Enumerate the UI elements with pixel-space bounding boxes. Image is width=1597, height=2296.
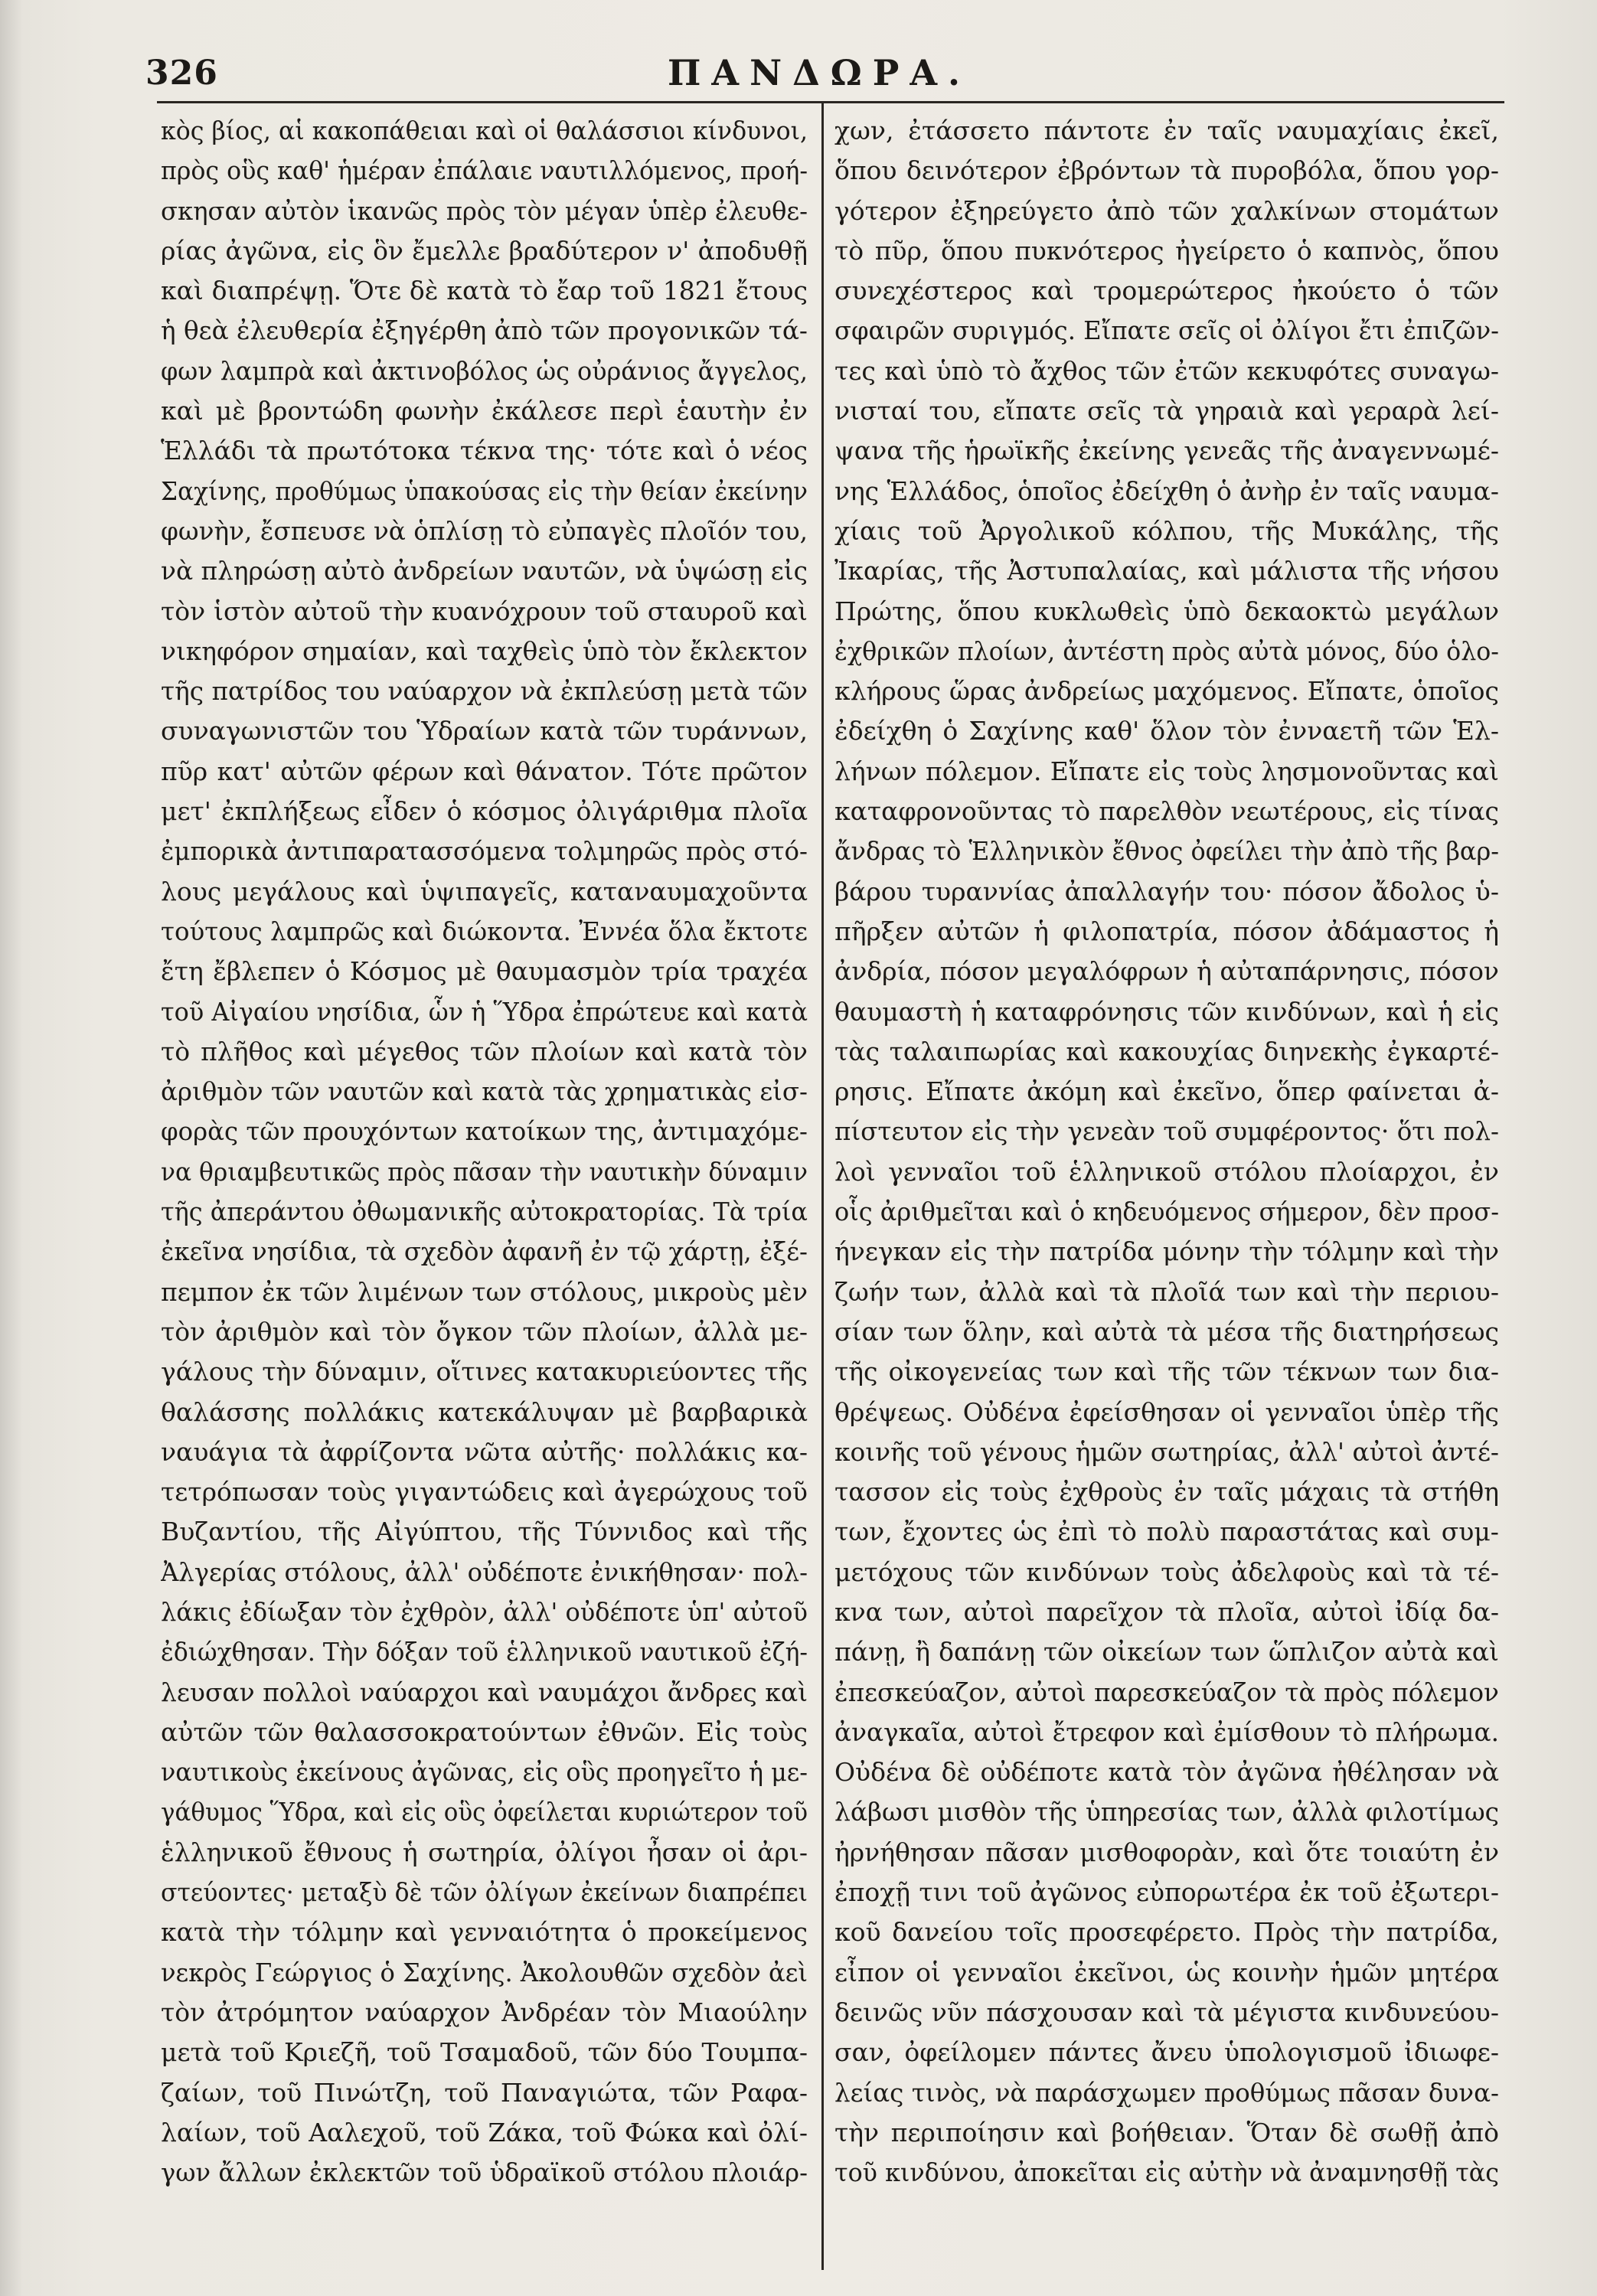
- line-text: καὶ μὲ βροντώδη φωνὴν ἐκάλεσε περὶ ἑαυτὴν ἐν: [161, 396, 808, 426]
- line-text: τούτους λαμπρῶς καὶ διώκοντα. Ἐννέα ὅλα ἔκτοτε: [161, 916, 808, 946]
- line-text: Πρώτης, ὅπου κυκλωθεὶς ὑπὸ δεκαοκτὼ μεγάλων: [834, 596, 1499, 626]
- text-line: [834, 831, 1499, 871]
- line-text: μετὰ τοῦ Κριεζῆ, τοῦ Τσαμαδοῦ, τῶν δύο Τουμπα-: [161, 2037, 808, 2068]
- line-text: τοῦ Αἰγαίου νησίδια, ὧν ἡ Ὕδρα ἐπρώτευε καὶ κατὰ: [161, 996, 808, 1027]
- line-text: νης Ἑλλάδος, ὁποῖος ἐδείχθη ὁ ἀνὴρ ἐν ταῖς ναυμα-: [834, 475, 1499, 506]
- line-text: κοινῆς τοῦ γένους ἡμῶν σωτηρίας, ἀλλ' αὐτοὶ ἀντέ-: [834, 1436, 1499, 1467]
- text-line: [834, 711, 1499, 751]
- line-text: ψανα τῆς ἡρωϊκῆς ἐκείνης γενεᾶς τῆς ἀναγεννωμέ-: [834, 436, 1499, 466]
- text-line: [161, 111, 808, 151]
- text-line: [834, 1993, 1499, 2033]
- line-text: τὸν ἱστὸν αὐτοῦ τὴν κυανόχρουν τοῦ σταυροῦ καὶ: [161, 596, 808, 626]
- line-text: κνα των, αὐτοὶ παρεῖχον τὰ πλοῖα, αὐτοὶ ἰδίᾳ δα-: [834, 1596, 1499, 1627]
- line-text: τες καὶ ὑπὸ τὸ ἄχθος τῶν ἐτῶν κεκυφότες συναγω-: [834, 355, 1499, 386]
- line-text: κοῦ δανείου τοῖς προσεφέρετο. Πρὸς τὴν πατρίδα,: [834, 1917, 1499, 1948]
- text-line: [834, 1393, 1499, 1432]
- line-text: ἀνδρία, πόσον μεγαλόφρων ἡ αὐταπάρνησις, πόσον: [834, 956, 1499, 987]
- text-line: [834, 551, 1499, 591]
- text-line: [834, 1072, 1499, 1112]
- line-text: τὸν ἀριθμὸν καὶ τὸν ὄγκον τῶν πλοίων, ἀλλὰ με-: [161, 1316, 808, 1347]
- text-line: [834, 1592, 1499, 1632]
- line-text: κὸς βίος, αἱ κακοπάθειαι καὶ οἱ θαλάσσιοι κίνδυνοι,: [161, 116, 808, 145]
- line-text: πρὸς οὓς καθ' ἡμέραν ἐπάλαιε ναυτιλλόμενος, προή-: [161, 155, 808, 186]
- line-text: ζωήν των, ἀλλὰ καὶ τὰ πλοῖά των καὶ τὴν περιου-: [834, 1276, 1499, 1307]
- text-line: [161, 752, 808, 792]
- line-text: Ἰκαρίας, τῆς Ἀστυπαλαίας, καὶ μάλιστα τῆς νήσου: [834, 556, 1499, 586]
- line-text: πῆρξεν αὐτῶν ἡ φιλοπατρία, πόσον ἀδάμαστος ἡ: [834, 916, 1499, 946]
- line-text: ζαίων, τοῦ Πινώτζη, τοῦ Παναγιώτα, τῶν Ραφα-: [161, 2077, 808, 2108]
- line-text: λευσαν πολλοὶ ναύαρχοι καὶ ναυμάχοι ἄνδρες καὶ: [161, 1677, 808, 1707]
- column-divider: [821, 103, 824, 2270]
- line-text: νισταί του, εἴπατε σεῖς τὰ γηραιὰ καὶ γεραρὰ λεί-: [834, 396, 1499, 426]
- line-text: ἀναγκαῖα, αὐτοὶ ἔτρεφον καὶ ἐμίσθουν τὸ πλήρωμα.: [834, 1716, 1499, 1747]
- text-line: [161, 1512, 808, 1552]
- text-line: [161, 831, 808, 871]
- text-line: [161, 511, 808, 551]
- text-line: [834, 1352, 1499, 1392]
- text-line: [161, 1232, 808, 1272]
- text-line: [834, 592, 1499, 632]
- line-text: τῆς ἀπεράντου ὀθωμανικῆς αὐτοκρατορίας. Τὰ τρία: [161, 1197, 808, 1227]
- line-text: Ἀλγερίας στόλους, ἀλλ' οὐδέποτε ἐνικήθησαν· πολ-: [161, 1556, 808, 1587]
- line-text: γάθυμος Ὕδρα, καὶ εἰς οὓς ὀφείλεται κυριώτερον τοῦ: [161, 1797, 808, 1827]
- line-text: ἡ θεὰ ἐλευθερία ἐξηγέρθη ἀπὸ τῶν προγονικῶν τά-: [161, 315, 808, 346]
- line-text: ἄνδρας τὸ Ἑλληνικὸν ἔθνος ὀφείλει τὴν ἀπὸ τῆς βαρ-: [834, 836, 1499, 867]
- right-column: [834, 111, 1499, 2193]
- text-line: [161, 2073, 808, 2113]
- line-text: ἔτη ἔβλεπεν ὁ Κόσμος μὲ θαυμασμὸν τρία τραχέα: [161, 956, 808, 987]
- text-line: [161, 1352, 808, 1392]
- line-text: γων ἄλλων ἐκλεκτῶν τοῦ ὑδραϊκοῦ στόλου πλοιάρ-: [161, 2157, 808, 2188]
- line-text: φορὰς τῶν προυχόντων κατοίκων της, ἀντιμαχόμε-: [161, 1116, 808, 1147]
- line-text: συνεχέστερος καὶ τρομερώτερος ἠκούετο ὁ τῶν: [834, 276, 1499, 306]
- text-line: [834, 1873, 1499, 1912]
- text-line: [161, 872, 808, 912]
- line-text: Σαχίνης, προθύμως ὑπακούσας εἰς τὴν θείαν ἐκείνην: [161, 475, 808, 506]
- line-text: λάκις ἐδίωξαν τὸν ἐχθρὸν, ἀλλ' οὐδέποτε ὑπ' αὐτοῦ: [161, 1596, 808, 1627]
- text-line: [161, 1272, 808, 1312]
- page-header: [145, 47, 1508, 101]
- line-text: βάρου τυραννίας ἀπαλλαγήν του· πόσον ἄδολος ὑ-: [834, 876, 1499, 906]
- text-line: [834, 1553, 1499, 1592]
- line-text: λαίων, τοῦ Ααλεχοῦ, τοῦ Ζάκα, τοῦ Φώκα καὶ ὀλί-: [161, 2117, 808, 2147]
- text-line: [161, 1432, 808, 1472]
- line-text: σίαν των ὅλην, καὶ αὐτὰ τὰ μέσα τῆς διατηρήσεως: [834, 1316, 1499, 1347]
- line-text: Ἑλλάδι τὰ πρωτότοκα τέκνα της· τότε καὶ ὁ νέος: [161, 436, 808, 466]
- line-text: καὶ διαπρέψῃ. Ὅτε δὲ κατὰ τὸ ἔαρ τοῦ 1821 ἔτους: [161, 276, 808, 306]
- line-text: λείας τινὸς, νὰ παράσχωμεν προθύμως πᾶσαν δυνα-: [834, 2077, 1499, 2108]
- line-text: τοῦ κινδύνου, ἀποκεῖται εἰς αὐτὴν νὰ ἀναμνησθῇ τὰς: [834, 2157, 1499, 2188]
- line-text: ρίας ἀγῶνα, εἰς ὃν ἔμελλε βραδύτερον ν' ἀποδυθῇ: [161, 235, 808, 266]
- line-text: πίστευτον εἰς τὴν γενεὰν τοῦ συμφέροντος· ὅτι πολ-: [834, 1116, 1499, 1147]
- text-line: [834, 1192, 1499, 1232]
- text-line: [834, 1792, 1499, 1832]
- line-text: γότερον ἐξηρεύγετο ἀπὸ τῶν χαλκίνων στομάτων: [834, 195, 1499, 226]
- line-text: στεύοντες· μεταξὺ δὲ τῶν ὀλίγων ἐκείνων διαπρέπει: [161, 1877, 808, 1908]
- text-line: [161, 1993, 808, 2033]
- text-line: [161, 1592, 808, 1632]
- text-line: [834, 1512, 1499, 1552]
- text-line: [834, 1713, 1499, 1752]
- left-column: [161, 111, 808, 2193]
- line-text: θρέψεως. Οὐδένα ἐφείσθησαν οἱ γενναῖοι ὑπὲρ τῆς: [834, 1396, 1499, 1427]
- line-text: τὸν ἀτρόμητον ναύαρχον Ἀνδρέαν τὸν Μιαούλην: [161, 1997, 808, 2027]
- header-rule: [157, 101, 1504, 103]
- text-line: [161, 1792, 808, 1832]
- text-line: [834, 231, 1499, 271]
- line-text: σαν, ὀφείλομεν πάντες ἄνευ ὑπολογισμοῦ ἰδιωφε-: [834, 2037, 1499, 2068]
- text-line: [161, 191, 808, 231]
- text-line: [834, 431, 1499, 471]
- line-text: ναυάγια τὰ ἀφρίζοντα νῶτα αὐτῆς· πολλάκις κα-: [161, 1436, 808, 1467]
- text-line: [161, 472, 808, 511]
- line-text: ἐπεσκεύαζον, αὐτοὶ παρεσκεύαζον τὰ πρὸς πόλεμον: [834, 1677, 1499, 1707]
- line-text: χων, ἐτάσσετο πάντοτε ἐν ταῖς ναυμαχίαις ἐκεῖ,: [834, 116, 1499, 145]
- line-text: ήνεγκαν εἰς τὴν πατρίδα μόνην τὴν τόλμην καὶ τὴν: [834, 1236, 1499, 1267]
- text-line: [834, 1472, 1499, 1512]
- line-text: ναυτικοὺς ἐκείνους ἀγῶνας, εἰς οὓς προηγεῖτο ἡ με-: [161, 1757, 808, 1788]
- text-line: [161, 1752, 808, 1792]
- line-text: τὸ πλῆθος καὶ μέγεθος τῶν πλοίων καὶ κατὰ τὸν: [161, 1036, 808, 1066]
- line-text: ἑλληνικοῦ ἔθνους ἡ σωτηρία, ὀλίγοι ἦσαν οἱ ἀρι-: [161, 1837, 808, 1867]
- line-text: τασσον εἰς τοὺς ἐχθροὺς ἐν ταῖς μάχαις τὰ στήθη: [834, 1477, 1499, 1507]
- text-line: [161, 1192, 808, 1232]
- line-text: Οὐδένα δὲ οὐδέποτε κατὰ τὸν ἀγῶνα ἠθέλησαν νὰ: [834, 1757, 1499, 1788]
- line-text: κλήρους ὥρας ἀνδρείως μαχόμενος. Εἴπατε, ὁποῖος: [834, 676, 1499, 707]
- line-text: σφαιρῶν συριγμός. Εἴπατε σεῖς οἱ ὀλίγοι ἔτι ἐπιζῶν-: [834, 315, 1499, 346]
- line-text: ρησις. Εἴπατε ἀκόμη καὶ ἐκεῖνο, ὅπερ φαίνεται ἀ-: [834, 1076, 1499, 1107]
- text-line: [834, 872, 1499, 912]
- line-text: ἐκεῖνα νησίδια, τὰ σχεδὸν ἀφανῆ ἐν τῷ χάρτῃ, ἐξέ-: [161, 1236, 808, 1267]
- running-title: ΠΑΝΔΩΡΑ.: [667, 52, 972, 93]
- text-line: [161, 1312, 808, 1352]
- text-line: [161, 1912, 808, 1952]
- text-line: [161, 231, 808, 271]
- text-line: [161, 792, 808, 831]
- text-line: [161, 1873, 808, 1912]
- line-text: τὰς ταλαιπωρίας καὶ κακουχίας διηνεκὴς ἐγκαρτέ-: [834, 1036, 1499, 1066]
- page-number: 326: [145, 54, 218, 93]
- text-line: [834, 151, 1499, 191]
- text-line: [161, 2153, 808, 2193]
- line-text: τὸ πῦρ, ὅπου πυκνότερος ἠγείρετο ὁ καπνὸς, ὅπου: [834, 235, 1499, 266]
- text-line: [161, 2033, 808, 2072]
- text-line: [834, 1152, 1499, 1192]
- line-text: λοὶ γενναῖοι τοῦ ἑλληνικοῦ στόλου πλοίαρχοι, ἐν: [834, 1156, 1499, 1187]
- text-line: [834, 1432, 1499, 1472]
- line-text: καταφρονοῦντας τὸ παρελθὸν νεωτέρους, εἰς τίνας: [834, 796, 1499, 827]
- text-line: [161, 1032, 808, 1072]
- text-line: [161, 671, 808, 711]
- text-line: [834, 1912, 1499, 1952]
- line-text: τῆς οἰκογενείας των καὶ τῆς τῶν τέκνων των δια-: [834, 1357, 1499, 1387]
- text-line: [834, 1232, 1499, 1272]
- text-line: [161, 351, 808, 391]
- text-line: [161, 992, 808, 1032]
- line-text: ὅπου δεινότερον ἐβρόντων τὰ πυροβόλα, ὅπου γορ-: [834, 155, 1499, 186]
- text-line: [161, 551, 808, 591]
- text-line: [834, 671, 1499, 711]
- line-text: νεκρὸς Γεώργιος ὁ Σαχίνης. Ἀκολουθῶν σχεδὸν ἀεὶ: [161, 1957, 808, 1987]
- text-line: [161, 592, 808, 632]
- line-text: δεινῶς νῦν πάσχουσαν καὶ τὰ μέγιστα κινδυνεύου-: [834, 1997, 1499, 2027]
- line-text: οἷς ἀριθμεῖται καὶ ὁ κηδευόμενος σήμερον, δὲν προσ-: [834, 1197, 1499, 1227]
- line-text: σκησαν αὐτὸν ἱκανῶς πρὸς τὸν μέγαν ὑπὲρ ἐλευθε-: [161, 195, 808, 226]
- text-line: [834, 191, 1499, 231]
- text-line: [161, 1713, 808, 1752]
- text-line: [834, 1752, 1499, 1792]
- text-line: [161, 912, 808, 952]
- line-text: ἐποχῇ τινι τοῦ ἀγῶνος εὐπορωτέρα ἐκ τοῦ ἐξωτερι-: [834, 1877, 1499, 1908]
- text-line: [834, 752, 1499, 792]
- text-line: [161, 1553, 808, 1592]
- text-line: [834, 952, 1499, 991]
- text-line: [834, 111, 1499, 151]
- text-line: [834, 1673, 1499, 1713]
- text-line: [834, 2153, 1499, 2193]
- line-text: λήνων πόλεμον. Εἴπατε εἰς τοὺς λησμονοῦντας καὶ: [834, 756, 1499, 786]
- text-line: [834, 1312, 1499, 1352]
- text-line: [161, 2113, 808, 2153]
- text-line: [161, 1112, 808, 1151]
- line-text: θαλάσσης πολλάκις κατεκάλυψαν μὲ βαρβαρικὰ: [161, 1396, 808, 1427]
- text-line: [161, 271, 808, 311]
- line-text: μετ' ἐκπλήξεως εἶδεν ὁ κόσμος ὀλιγάριθμα πλοῖα: [161, 796, 808, 827]
- line-text: να θριαμβευτικῶς πρὸς πᾶσαν τὴν ναυτικὴν δύναμιν: [161, 1156, 808, 1187]
- line-text: μετόχους τῶν κινδύνων τοὺς ἀδελφοὺς καὶ τὰ τέ-: [834, 1556, 1499, 1587]
- text-line: [161, 1393, 808, 1432]
- text-line: [834, 511, 1499, 551]
- text-line: [161, 1833, 808, 1873]
- line-text: ἀριθμὸν τῶν ναυτῶν καὶ κατὰ τὰς χρηματικὰς εἰσ-: [161, 1076, 808, 1107]
- text-line: [834, 1112, 1499, 1151]
- line-text: λάβωσι μισθὸν τῆς ὑπηρεσίας των, ἀλλὰ φιλοτίμως: [834, 1797, 1499, 1827]
- text-line: [161, 431, 808, 471]
- line-text: αὐτῶν τῶν θαλασσοκρατούντων ἐθνῶν. Εἰς τοὺς: [161, 1716, 808, 1747]
- text-line: [834, 2113, 1499, 2153]
- text-line: [161, 1472, 808, 1512]
- text-line: [161, 952, 808, 991]
- text-line: [161, 711, 808, 751]
- text-line: [161, 1673, 808, 1713]
- spine-shadow: [0, 0, 23, 2296]
- text-line: [834, 472, 1499, 511]
- text-line: [161, 1152, 808, 1192]
- line-text: νικηφόρον σημαίαν, καὶ ταχθεὶς ὑπὸ τὸν ἔκλεκτον: [161, 635, 808, 666]
- line-text: ἐδείχθη ὁ Σαχίνης καθ' ὅλον τὸν ἐνναετῆ τῶν Ἑλ-: [834, 716, 1499, 746]
- text-line: [161, 151, 808, 191]
- text-line: [834, 1632, 1499, 1672]
- line-text: θαυμαστὴ ἡ καταφρόνησις τῶν κινδύνων, καὶ ἡ εἰς: [834, 996, 1499, 1027]
- line-text: πεμπον ἐκ τῶν λιμένων των στόλους, μικροὺς μὲν: [161, 1276, 808, 1307]
- line-text: εἶπον οἱ γενναῖοι ἐκεῖνοι, ὡς κοινὴν ἡμῶν μητέρα: [834, 1957, 1499, 1987]
- line-text: ἐχθρικῶν πλοίων, ἀντέστη πρὸς αὐτὰ μόνος, δύο ὁλο-: [834, 635, 1499, 666]
- line-text: συναγωνιστῶν του Ὑδραίων κατὰ τῶν τυράννων,: [161, 716, 808, 746]
- line-text: λους μεγάλους καὶ ὑψιπαγεῖς, καταναυμαχοῦντα: [161, 876, 808, 906]
- line-text: τὴν περιποίησιν καὶ βοήθειαν. Ὅταν δὲ σωθῇ ἀπὸ: [834, 2117, 1499, 2147]
- line-text: φωνὴν, ἔσπευσε νὰ ὁπλίσῃ τὸ εὐπαγὲς πλοῖόν του,: [161, 515, 808, 546]
- text-line: [834, 1032, 1499, 1072]
- line-text: τετρόπωσαν τοὺς γιγαντώδεις καὶ ἀγερώχους τοῦ: [161, 1477, 808, 1507]
- line-text: των, ἔχοντες ὡς ἐπὶ τὸ πολὺ παραστάτας καὶ συμ-: [834, 1517, 1499, 1547]
- text-line: [161, 1072, 808, 1112]
- line-text: χίαις τοῦ Ἀργολικοῦ κόλπου, τῆς Μυκάλης, τῆς: [834, 515, 1499, 546]
- text-line: [834, 2073, 1499, 2113]
- text-line: [834, 632, 1499, 671]
- text-line: [161, 391, 808, 431]
- line-text: κατὰ τὴν τόλμην καὶ γενναιότητα ὁ προκείμενος: [161, 1917, 808, 1948]
- text-line: [161, 311, 808, 351]
- line-text: ἠρνήθησαν πᾶσαν μισθοφορὰν, καὶ ὅτε τοιαύτη ἐν: [834, 1837, 1499, 1867]
- text-line: [834, 912, 1499, 952]
- line-text: φων λαμπρὰ καὶ ἀκτινοβόλος ὡς οὐράνιος ἄγγελος,: [161, 355, 808, 386]
- text-line: [161, 1953, 808, 1993]
- line-text: νὰ πληρώσῃ αὐτὸ ἀνδρείων ναυτῶν, νὰ ὑψώσῃ εἰς: [161, 556, 808, 586]
- line-text: πῦρ κατ' αὐτῶν φέρων καὶ θάνατον. Τότε πρῶτον: [161, 756, 808, 786]
- line-text: τῆς πατρίδος του ναύαρχον νὰ ἐκπλεύσῃ μετὰ τῶν: [161, 676, 808, 707]
- text-line: [834, 271, 1499, 311]
- text-line: [834, 1953, 1499, 1993]
- text-line: [161, 1632, 808, 1672]
- text-line: [834, 992, 1499, 1032]
- line-text: ἐδιώχθησαν. Τὴν δόξαν τοῦ ἑλληνικοῦ ναυτικοῦ ἐζή-: [161, 1637, 808, 1667]
- text-line: [834, 2033, 1499, 2072]
- text-line: [834, 311, 1499, 351]
- text-line: [834, 792, 1499, 831]
- line-text: ἐμπορικὰ ἀντιπαρατασσόμενα τολμηρῶς πρὸς στό-: [161, 836, 808, 867]
- text-line: [834, 1833, 1499, 1873]
- line-text: πάνῃ, ἢ δαπάνῃ τῶν οἰκείων των ὥπλιζον αὐτὰ καὶ: [834, 1637, 1499, 1667]
- text-line: [161, 632, 808, 671]
- line-text: Βυζαντίου, τῆς Αἰγύπτου, τῆς Τύννιδος καὶ τῆς: [161, 1517, 808, 1547]
- text-line: [834, 391, 1499, 431]
- text-line: [834, 351, 1499, 391]
- line-text: γάλους τὴν δύναμιν, οἵτινες κατακυριεύοντες τῆς: [161, 1357, 808, 1387]
- text-line: [834, 1272, 1499, 1312]
